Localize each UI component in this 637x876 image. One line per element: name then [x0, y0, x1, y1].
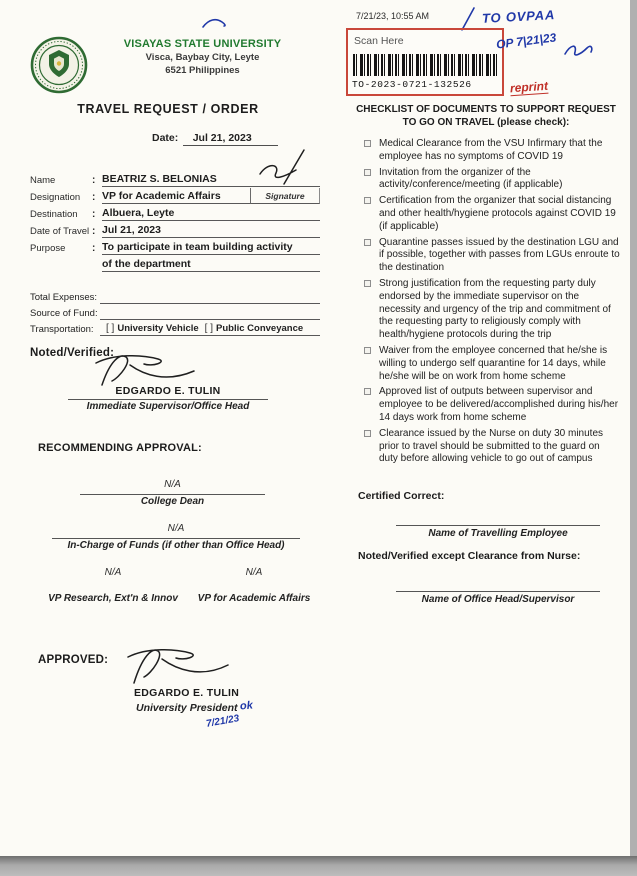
- checkbox-icon: [364, 347, 371, 354]
- form-row-destination: [30, 205, 320, 221]
- checklist-item-text: Certification from the organizer that social distancing and other health/hygiene protocols against COVID 19 (if applicable): [379, 195, 616, 232]
- date-of-travel-value: Jul 21, 2023: [102, 224, 320, 238]
- checklist-item-text: Quarantine passes issued by the destination LGU and if possible, together with passes from LGUs enroute to the destination: [379, 236, 620, 274]
- checklist-item-text: Strong justification from the requesting party duly endorsed by the immediate supervisor on the necessity and urgency of the trip and commitment of the requesting party to religiously comply with health/hygiene protocols during the trip: [379, 277, 611, 341]
- checklist-item-text: Invitation from the organizer of the activity/conference/meeting (if applicable): [379, 166, 563, 191]
- handwritten-note: OP 7|21|23: [495, 30, 557, 52]
- university-address-line1: Visca, Baybay City, Leyte: [145, 52, 260, 63]
- checkbox-bracket: [ ]: [204, 323, 214, 334]
- checklist-title-line2: TO GO ON TRAVEL (please check):: [402, 116, 570, 128]
- form-row-date-of-travel: [30, 222, 320, 238]
- checklist-item-text: Waiver from the employee concerned that he/she is willing to undergo self quarantine for 14 days, while he/she will be on work from home scheme: [379, 344, 608, 382]
- handwritten-route: TO OVPAA: [481, 7, 556, 26]
- colon: :: [92, 192, 96, 203]
- president-title: University President: [136, 702, 238, 714]
- checklist-item: [364, 237, 620, 275]
- signature-line: [68, 399, 268, 400]
- transportation-options: [100, 323, 320, 336]
- checklist-item-text: Clearance issued by the Nurse on duty 30 minutes prior to travel should be submitted to the guard on duty before allowing vehicle to go out of campus: [379, 427, 604, 465]
- university-name: VISAYAS STATE UNIVERSITY: [123, 38, 282, 50]
- college-dean-na: N/A: [164, 479, 181, 490]
- name-label: Name: [30, 175, 56, 186]
- blank-line: [100, 308, 320, 320]
- checklist-section: [350, 104, 622, 466]
- recommending-approval-heading: RECOMMENDING APPROVAL:: [38, 442, 202, 454]
- vp-academic-na: N/A: [245, 567, 263, 578]
- college-dean-block: [80, 479, 265, 507]
- travelling-employee-label: Name of Travelling Employee: [428, 528, 568, 539]
- colon: :: [92, 243, 96, 254]
- scan-timestamp: 7/21/23, 10:55 AM: [356, 11, 430, 21]
- checklist-item: [364, 345, 620, 383]
- form-row-transportation: [30, 320, 320, 336]
- pen-initials-icon: [562, 40, 596, 60]
- colon: :: [92, 226, 96, 237]
- date-label: Date:: [152, 132, 179, 144]
- transport-option-university-vehicle: University Vehicle: [117, 323, 199, 334]
- signature-line: [396, 591, 600, 592]
- scan-here-label: Scan Here: [354, 35, 404, 47]
- checklist-item: [364, 428, 620, 466]
- office-head-label: Name of Office Head/Supervisor: [421, 594, 575, 605]
- purpose-value-line1: To participate in team building activity: [102, 241, 320, 255]
- checkbox-icon: [364, 430, 371, 437]
- destination-label: Destination: [30, 209, 78, 220]
- certified-correct-label: Certified Correct:: [358, 490, 445, 502]
- date-value: Jul 21, 2023: [183, 132, 278, 146]
- vp-research-na: N/A: [104, 567, 122, 578]
- form-row-purpose: [30, 239, 320, 255]
- vp-academic-title: VP for Academic Affairs: [197, 593, 311, 604]
- supervisor-sign-block: [68, 385, 268, 412]
- blank-line: [100, 292, 320, 304]
- scanner-bed-right: [630, 0, 637, 856]
- in-charge-na: N/A: [167, 523, 185, 534]
- checkbox-bracket: [ ]: [106, 323, 115, 334]
- supervisor-name: EDGARDO E. TULIN: [115, 385, 221, 397]
- college-dean-title: College Dean: [140, 496, 205, 507]
- designation-value: VP for Academic Affairs: [102, 190, 250, 204]
- in-charge-of-funds-block: [52, 523, 300, 551]
- checkbox-icon: [364, 197, 371, 204]
- colon: :: [92, 209, 96, 220]
- form-title: TRAVEL REQUEST / ORDER: [77, 102, 259, 116]
- noted-except-nurse-label: Noted/Verified except Clearance from Nurse:: [358, 550, 581, 562]
- handwritten-ok: ok: [239, 699, 254, 713]
- name-value: BEATRIZ S. BELONIAS: [102, 173, 320, 187]
- date-of-travel-label: Date of Travel: [30, 226, 90, 237]
- checkbox-icon: [364, 239, 371, 246]
- transportation-label: Transportation:: [30, 324, 94, 335]
- scan-here-sticker: [346, 28, 504, 96]
- barcode: [353, 54, 497, 76]
- checklist-item: [364, 278, 620, 342]
- checklist-title-line1: CHECKLIST OF DOCUMENTS TO SUPPORT REQUEST: [356, 104, 616, 115]
- form-row-source-of-fund: [30, 304, 320, 320]
- checklist-item: [364, 386, 620, 424]
- source-of-fund-label: Source of Fund:: [30, 308, 98, 319]
- signature-scribble-supervisor: [86, 349, 204, 389]
- checkbox-icon: [364, 140, 371, 147]
- signature-line: [396, 525, 600, 526]
- vp-academic-block: [188, 567, 320, 604]
- scanner-bed-bottom: [0, 856, 637, 876]
- signature-scribble-president: [116, 641, 234, 687]
- university-seal-logo: [30, 36, 88, 94]
- office-head-sign-block: [396, 591, 600, 605]
- signature-line: [52, 538, 300, 539]
- university-header: [95, 38, 310, 76]
- pen-mark-icon: [200, 16, 230, 32]
- checkbox-icon: [364, 388, 371, 395]
- president-name: EDGARDO E. TULIN: [134, 687, 240, 699]
- travelling-employee-sign-block: [396, 525, 600, 539]
- checklist-items: [350, 138, 622, 466]
- form-row-name: [30, 171, 320, 187]
- tracking-number: TO-2023-0721-132526: [352, 79, 472, 90]
- destination-value: Albuera, Leyte: [102, 207, 320, 221]
- transport-option-public-conveyance: Public Conveyance: [216, 323, 304, 334]
- checklist-item: [364, 195, 620, 233]
- checkbox-icon: [364, 169, 371, 176]
- checkbox-icon: [364, 280, 371, 287]
- noted-verified-heading: Noted/Verified:: [30, 347, 115, 359]
- in-charge-title: In-Charge of Funds (if other than Office Head): [67, 540, 285, 551]
- checklist-item: [364, 138, 620, 164]
- purpose-value-line2: of the department: [102, 258, 320, 272]
- supervisor-title: Immediate Supervisor/Office Head: [86, 401, 250, 412]
- university-address-line2: 6521 Philippines: [165, 65, 240, 76]
- handwritten-reprint: reprint: [509, 78, 549, 96]
- colon: :: [92, 175, 96, 186]
- checklist-item-text: Medical Clearance from the VSU Infirmary that the employee has no symptoms of COVID 19: [379, 138, 603, 162]
- checklist-item-text: Approved list of outputs between supervisor and employee to be delivered/accomplished during his/her 14 days work from home scheme: [379, 386, 619, 423]
- purpose-label: Purpose: [30, 243, 66, 254]
- approved-heading: APPROVED:: [38, 654, 109, 666]
- handwritten-date: 7/21/23: [205, 713, 241, 730]
- checklist-item: [364, 167, 620, 193]
- vp-research-block: [42, 567, 184, 604]
- signature-box-label: Signature: [250, 188, 320, 204]
- form-row-purpose-2: [30, 256, 320, 272]
- vp-research-title: VP Research, Ext'n & Innov: [48, 593, 178, 604]
- form-row-total-expenses: [30, 288, 320, 304]
- total-expenses-label: Total Expenses:: [30, 292, 98, 303]
- designation-label: Designation: [30, 192, 81, 203]
- date-line: [152, 128, 278, 146]
- signature-line: [80, 494, 265, 495]
- scan-stamp-area: [346, 8, 631, 108]
